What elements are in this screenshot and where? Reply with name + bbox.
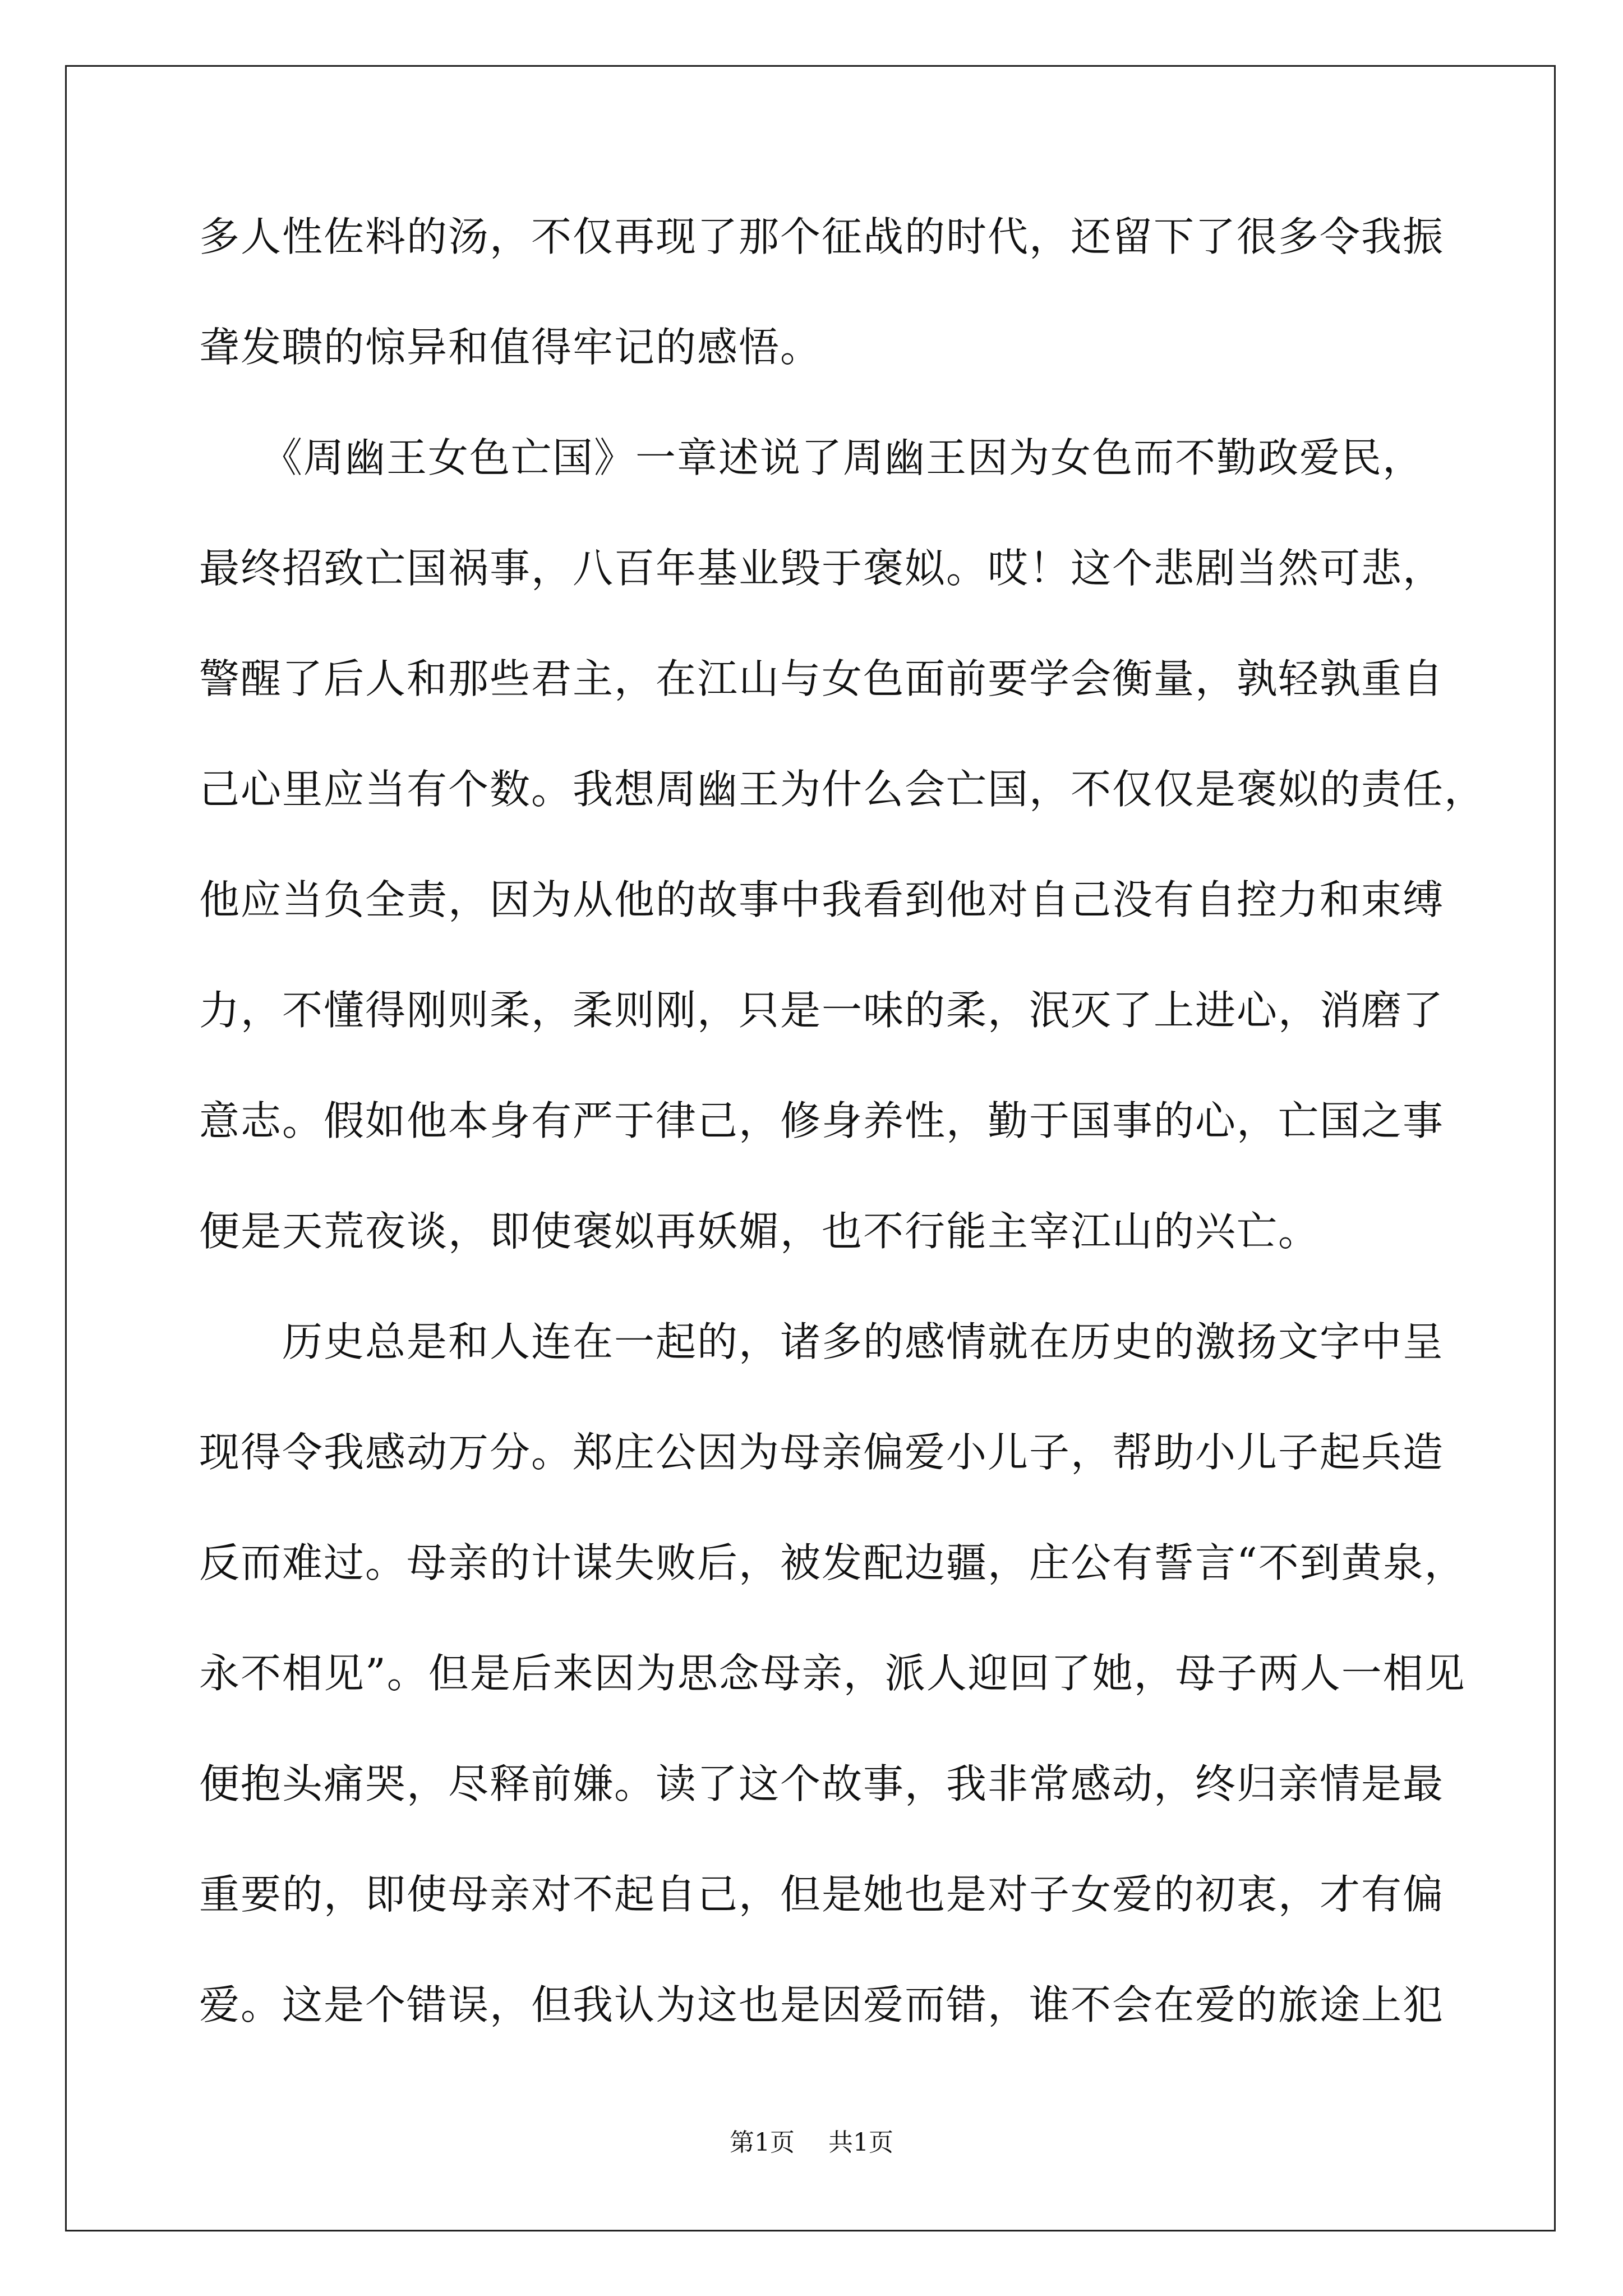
text-line: 警醒了后人和那些君主，在江山与女色面前要学会衡量，孰轻孰重自 xyxy=(199,655,1445,702)
text-line: 历史总是和人连在一起的，诸多的感情就在历史的激扬文字中呈 xyxy=(199,1318,1445,1365)
text-line: 重要的，即使母亲对不起自己，但是她也是对子女爱的初衷，才有偏 xyxy=(199,1871,1445,1918)
text-line: 己心里应当有个数。我想周幽王为什么会亡国，不仅仅是褒姒的责任， xyxy=(199,766,1486,813)
text-line: 《周幽王女色亡国》一章述说了周幽王因为女色而不勤政爱民， xyxy=(199,434,1424,481)
page-number: 第1页 xyxy=(730,2128,795,2157)
text-line: 意志。假如他本身有严于律己，修身养性，勤于国事的心，亡国之事 xyxy=(199,1097,1445,1144)
text-line: 现得令我感动万分。郑庄公因为母亲偏爱小儿子，帮助小儿子起兵造 xyxy=(199,1429,1445,1476)
text-line: 爱。这是个错误，但我认为这也是因爱而错，谁不会在爱的旅途上犯 xyxy=(199,1981,1445,2028)
text-line: 最终招致亡国祸事，八百年基业毁于褒姒。哎！这个悲剧当然可悲， xyxy=(199,545,1445,592)
text-line: 力，不懂得刚则柔，柔则刚，只是一味的柔，泯灭了上进心，消磨了 xyxy=(199,987,1445,1034)
text-line: 便是天荒夜谈，即使褒姒再妖媚，也不行能主宰江山的兴亡。 xyxy=(199,1208,1320,1255)
page-footer xyxy=(0,2127,1623,2159)
text-line: 聋发聩的惊异和值得牢记的感悟。 xyxy=(199,324,822,371)
text-line: 多人性佐料的汤，不仅再现了那个征战的时代，还留下了很多令我振 xyxy=(199,213,1445,260)
text-line: 反而难过。母亲的计谋失败后，被发配边疆，庄公有誓言“不到黄泉， xyxy=(199,1539,1466,1586)
page-total: 共1页 xyxy=(828,2128,893,2157)
text-line: 他应当负全责，因为从他的故事中我看到他对自己没有自控力和束缚 xyxy=(199,876,1445,923)
text-line: 永不相见”。但是后来因为思念母亲，派人迎回了她，母子两人一相见 xyxy=(199,1650,1466,1697)
text-line: 便抱头痛哭，尽释前嫌。读了这个故事，我非常感动，终归亲情是最 xyxy=(199,1760,1445,1807)
